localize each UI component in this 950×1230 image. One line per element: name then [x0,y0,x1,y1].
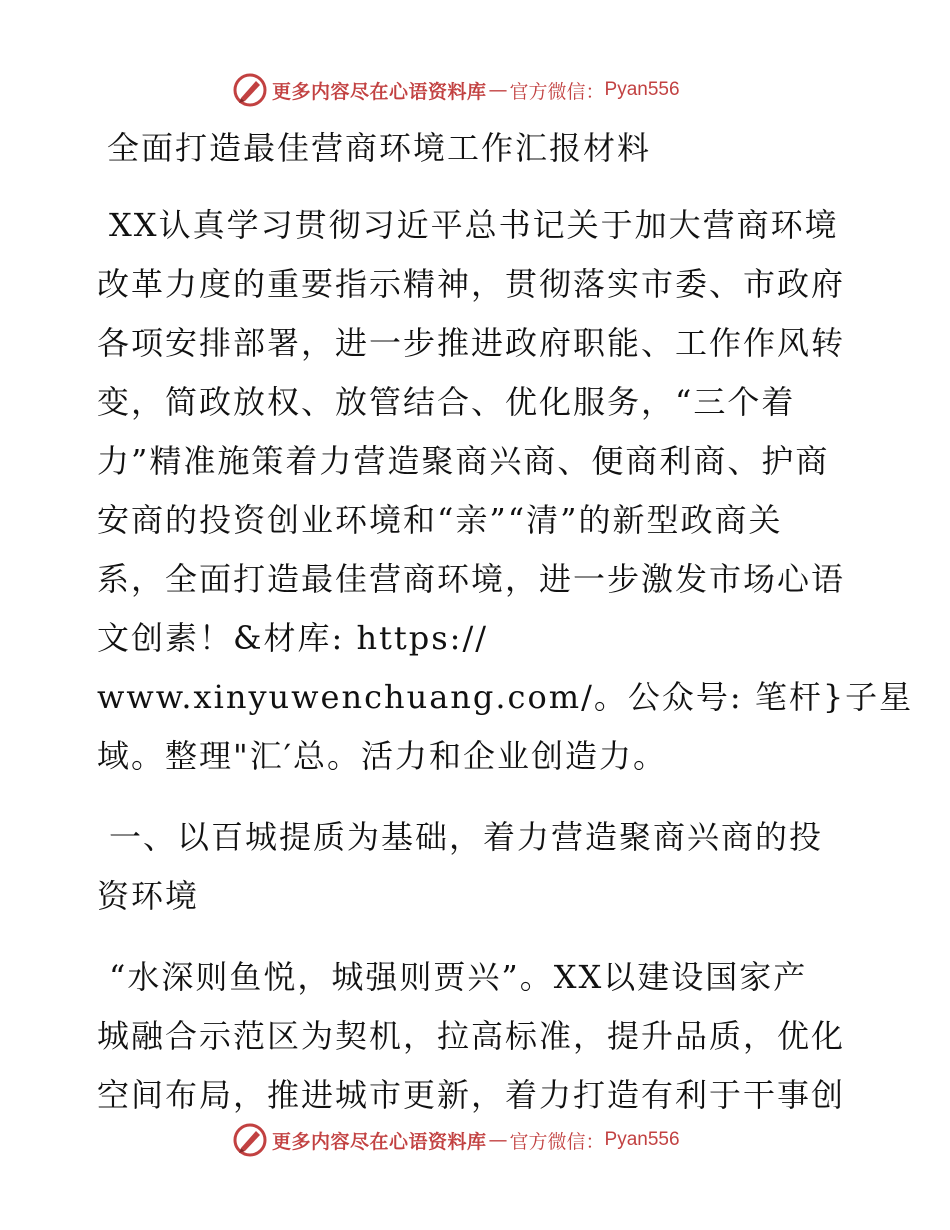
watermark-official-label: 官方微信： [509,1130,605,1153]
paragraph-line: 变，简政放权、放管结合、优化服务，“三个着 [97,383,796,421]
watermark-official-label: 官方微信： [509,80,605,103]
watermark-dash: — [488,79,508,101]
paragraph-line: 安商的投资创业环境和“亲”“清”的新型政商关 [97,501,783,539]
watermark-wechat-id: Pyan556 [604,1129,680,1150]
paragraph-line: 各项安排部署，进一步推进政府职能、工作作风转 [97,324,846,362]
watermark-banner-bottom [232,1120,680,1160]
paragraph-line: 文创素！&材库: https:// [97,619,489,657]
heading-line: 资环境 [97,877,200,915]
paragraph-1 [97,196,914,786]
heading-line: 一、以百城提质为基础，着力营造聚商兴商的投 [109,818,824,856]
document-title: 全面打造最佳营商环境工作汇报材料 [107,129,652,167]
pen-circle-logo-icon [232,1122,268,1158]
watermark-dash: — [488,1129,508,1151]
paragraph-line: 空间布局，推进城市更新，着力打造有利于干事创 [97,1076,846,1114]
watermark-banner-top [232,70,680,110]
watermark-wechat-id: Pyan556 [604,79,680,100]
watermark-main-text: 更多内容尽在心语资料库 [272,1130,487,1153]
paragraph-2 [97,948,857,1125]
watermark-main-text: 更多内容尽在心语资料库 [272,80,487,103]
paragraph-line: XX认真学习贯彻习近平总书记关于加大营商环境 [109,206,839,244]
pen-circle-logo-icon [232,72,268,108]
paragraph-line: www.xinyuwenchuang.com/。公众号: 笔杆}子星 [97,678,914,716]
paragraph-line: 城融合示范区为契机，拉高标准，提升品质，优化 [97,1017,846,1055]
paragraph-line: 改革力度的重要指示精神，贯彻落实市委、市政府 [97,265,846,303]
paragraph-line: 力”精准施策着力营造聚商兴商、便商利商、护商 [97,442,830,480]
document-body [97,120,914,1125]
paragraph-line: “水深则鱼悦，城强则贾兴”。XX以建设国家产 [109,958,808,996]
paragraph-line: 系，全面打造最佳营商环境，进一步激发市场心语 [97,560,846,598]
section-heading-1 [97,808,857,926]
paragraph-line: 域。整理"汇′总。活力和企业创造力。 [97,737,667,775]
